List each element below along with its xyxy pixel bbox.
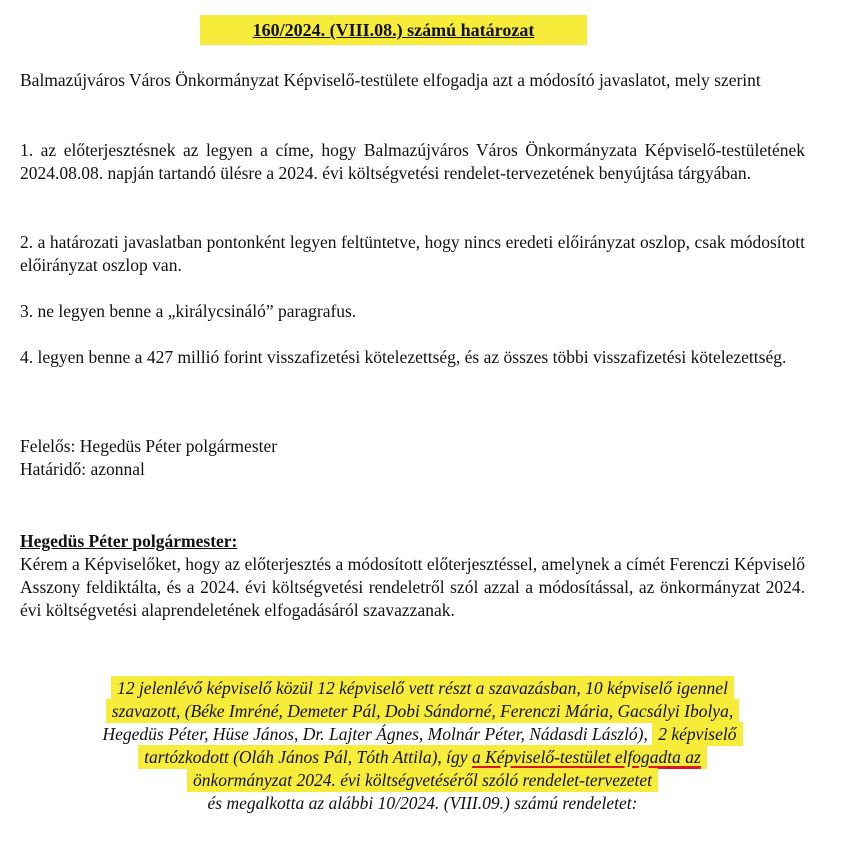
point-2: 2. a határozati javaslatban pontonként legyen feltüntetve, hogy nincs eredeti előirányzat oszlop, csak módosított előirányzat oszlop van. <box>20 232 805 275</box>
vote-result <box>0 677 845 815</box>
vote-line-4b: így <box>446 747 472 767</box>
resolution-title <box>200 15 587 45</box>
intro-paragraph: Balmazújváros Város Önkormányzat Képviselő-testülete elfogadja azt a módosító javaslatot, mely szerint <box>20 70 761 90</box>
deadline-line: Határidő: azonnal <box>20 459 145 479</box>
vote-line-4a: tartózkodott (Oláh János Pál, Tóth Attila), <box>144 747 442 767</box>
vote-line-6: és megalkotta az alábbi 10/2024. (VIII.09.) számú rendeletet: <box>207 793 638 813</box>
responsible-line: Felelős: Hegedüs Péter polgármester <box>20 436 278 456</box>
speaker-statement: Kérem a Képviselőket, hogy az előterjesztés a módosított előterjesztéssel, amelynek a címét Ferenczi Képviselő Asszony feldiktálta, és a 2024. évi költségvetési rendeletről szól azzal a módosítással, az önkormányzat 2024. évi költségvetési alaprendeletének elfogadásáról szavazzanak. <box>20 554 805 620</box>
vote-line-5: önkormányzat 2024. évi költségvetéséről szóló rendelet-tervezetet <box>187 768 658 792</box>
speaker-heading: Hegedüs Péter polgármester: <box>20 531 238 551</box>
vote-line-3a: Hegedüs Péter, Hüse János, Dr. Lajter Ágnes, Molnár Péter, Nádasdi László), <box>102 724 648 744</box>
point-4: 4. legyen benne a 427 millió forint visszafizetési kötelezettség, és az összes többi visszafizetési kötelezettség. <box>20 347 787 367</box>
resolution-title-text: 160/2024. (VIII.08.) számú határozat <box>252 20 535 40</box>
vote-line-1: 12 jelenlévő képviselő közül 12 képviselő vett részt a szavazásban, 10 képviselő igennel <box>111 676 734 700</box>
vote-adopted-underlined: a Képviselő-testület elfogadta az <box>471 747 701 767</box>
point-1: 1. az előterjesztésnek az legyen a címe, hogy Balmazújváros Város Önkormányzata Képviselő-testületének 2024.08.08. napján tartandó ülésre a 2024. évi költségvetési rendelet-tervezetének benyújtása tárgyában. <box>20 140 805 183</box>
vote-line-2: szavazott, (Béke Imréné, Demeter Pál, Dobi Sándorné, Ferenczi Mária, Gacsályi Ibolya, <box>106 699 739 723</box>
vote-line-3b: 2 képviselő <box>652 722 742 746</box>
point-3: 3. ne legyen benne a „királycsináló” paragrafus. <box>20 301 357 321</box>
